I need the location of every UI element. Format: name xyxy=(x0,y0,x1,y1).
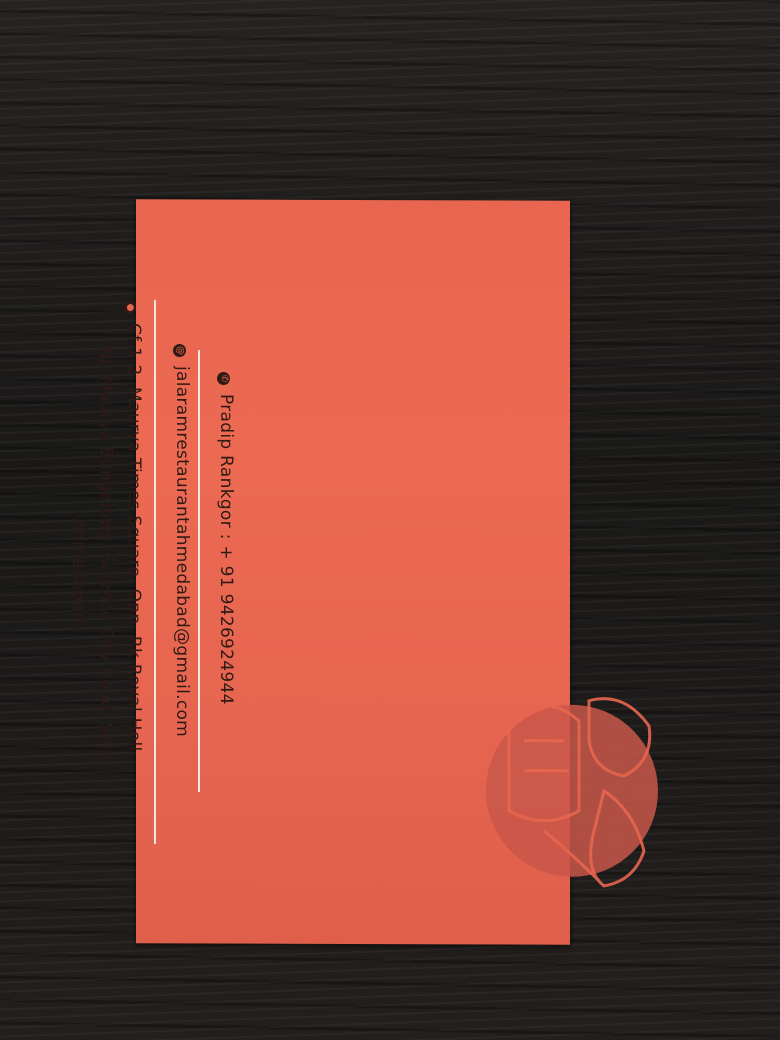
chef-logo-icon xyxy=(484,680,664,901)
email-icon: @ xyxy=(175,346,185,355)
contact-name: Pradip Rankgor xyxy=(216,394,236,528)
divider-bottom xyxy=(154,300,156,844)
email-address[interactable]: jalaramrestaurantahmedabad@gmail.com xyxy=(172,366,192,738)
location-pin-icon: ● xyxy=(123,301,136,314)
address-line-3: Ahmedabad. xyxy=(68,518,88,630)
contact-phone[interactable]: + 91 9426924944 xyxy=(216,545,236,705)
contact-line xyxy=(216,394,236,705)
address-line-1: Cf-1-2, Maurya Times Square, Opp. Rk Royal Holl, xyxy=(124,323,144,758)
card-text-block xyxy=(0,224,306,968)
divider-top xyxy=(198,350,200,792)
phone-icon: ✆ xyxy=(217,372,230,385)
address-line-2: Nr. Maurya Bungalows, Science City Road, Sola, xyxy=(96,346,116,766)
contact-separator: : xyxy=(216,533,236,540)
